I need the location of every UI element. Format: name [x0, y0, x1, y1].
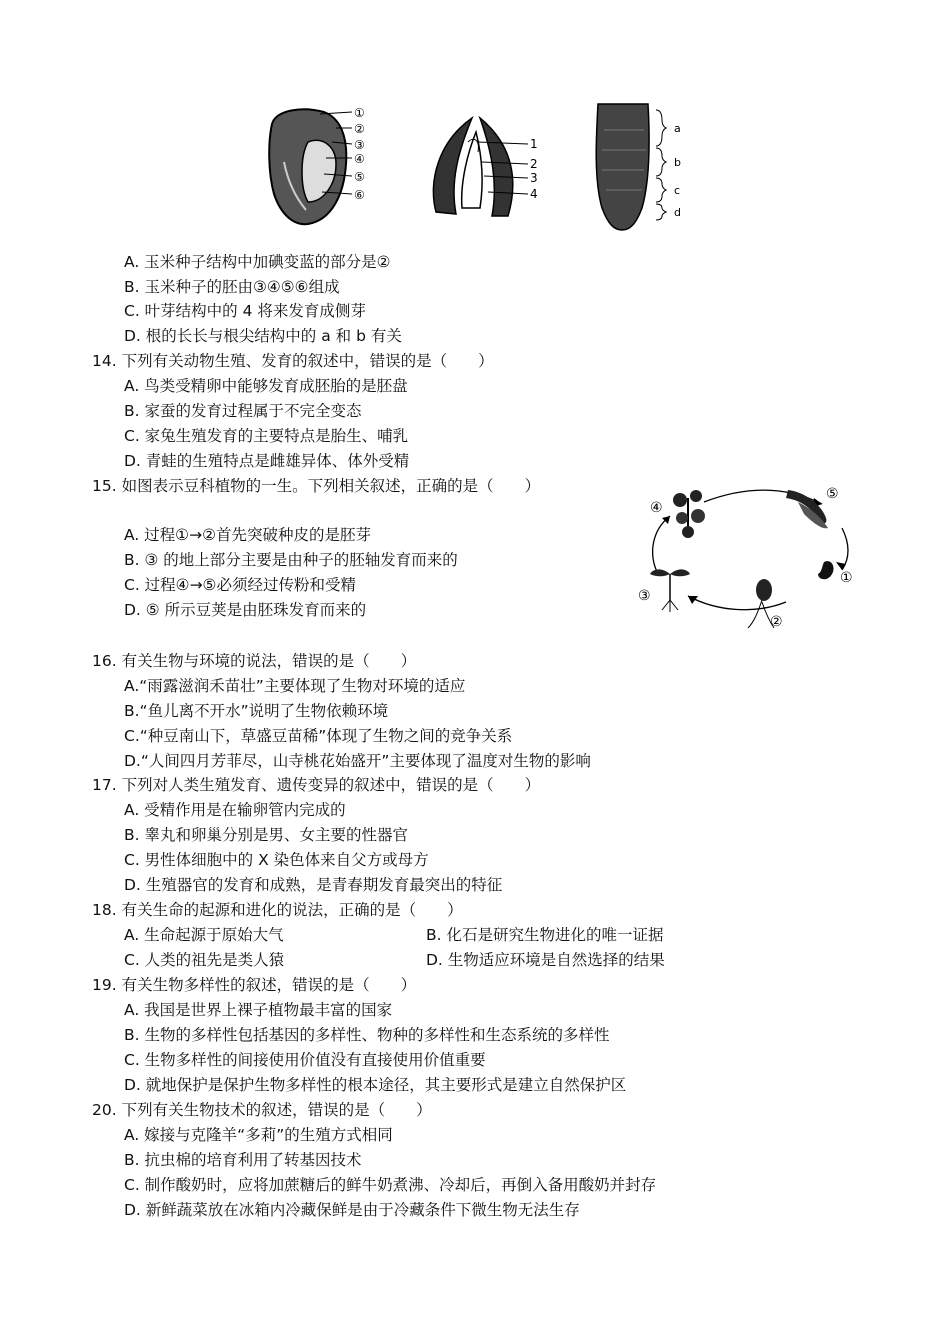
- q17-option-b: B. 睾丸和卵巢分别是男、女主要的性器官: [124, 826, 408, 844]
- root-tip-figure: [584, 100, 694, 234]
- cycle-label-3: ③: [638, 588, 651, 604]
- root-label-c: c: [674, 184, 681, 197]
- q16-option-d: D.“人间四月芳菲尽，山寺桃花始盛开”主要体现了温度对生物的影响: [124, 752, 591, 770]
- root-label-a: a: [674, 122, 681, 135]
- corn-label-6: ⑥: [354, 188, 365, 202]
- corn-label-5: ⑤: [354, 170, 365, 184]
- q15-option-a: A. 过程①→②首先突破种皮的是胚芽: [124, 526, 371, 544]
- cycle-label-2: ②: [770, 614, 783, 630]
- q17-stem: 17. 下列对人类生殖发育、遗传变异的叙述中，错误的是（ ）: [92, 776, 541, 794]
- bud-label-2: 2: [530, 157, 538, 171]
- q13-option-c: C. 叶芽结构中的 4 将来发育成侧芽: [124, 302, 366, 320]
- q20-option-d: D. 新鲜蔬菜放在冰箱内冷藏保鲜是由于冷藏条件下微生物无法生存: [124, 1201, 580, 1219]
- q14-option-c: C. 家兔生殖发育的主要特点是胎生、哺乳: [124, 427, 409, 445]
- q15-option-b: B. ③ 的地上部分主要是由种子的胚轴发育而来的: [124, 551, 458, 569]
- q19-option-a: A. 我国是世界上裸子植物最丰富的国家: [124, 1001, 393, 1019]
- q19-stem: 19. 有关生物多样性的叙述，错误的是（ ）: [92, 976, 417, 994]
- q20-option-b: B. 抗虫棉的培育利用了转基因技术: [124, 1151, 362, 1169]
- corn-label-4: ④: [354, 152, 365, 166]
- q20-option-c: C. 制作酸奶时，应将加蔗糖后的鲜牛奶煮沸、冷却后，再倒入备用酸奶并封存: [124, 1176, 657, 1194]
- q18-option-a: A. 生命起源于原始大气: [124, 926, 284, 944]
- q15-option-d: D. ⑤ 所示豆荚是由胚珠发育而来的: [124, 601, 367, 619]
- q14-option-d: D. 青蛙的生殖特点是雌雄异体、体外受精: [124, 452, 410, 470]
- q16-option-b: B.“鱼儿离不开水”说明了生物依赖环境: [124, 702, 389, 720]
- corn-label-1: ①: [354, 106, 365, 120]
- q15-stem: 15. 如图表示豆科植物的一生。下列相关叙述，正确的是（ ）: [92, 477, 541, 495]
- q17-option-a: A. 受精作用是在输卵管内完成的: [124, 801, 346, 819]
- q18-option-d: D. 生物适应环境是自然选择的结果: [426, 951, 665, 969]
- root-label-d: d: [674, 206, 681, 219]
- bud-label-3: 3: [530, 171, 538, 185]
- q13-option-d: D. 根的长长与根尖结构中的 a 和 b 有关: [124, 327, 402, 345]
- cycle-label-4: ④: [650, 500, 663, 516]
- corn-label-3: ③: [354, 138, 365, 152]
- cycle-label-1: ①: [840, 570, 853, 586]
- q16-stem: 16. 有关生物与环境的说法，错误的是（ ）: [92, 652, 417, 670]
- root-label-b: b: [674, 156, 681, 169]
- q18-option-c: C. 人类的祖先是类人猿: [124, 951, 285, 969]
- corn-seed-figure: [262, 102, 382, 230]
- q20-stem: 20. 下列有关生物技术的叙述，错误的是（ ）: [92, 1101, 432, 1119]
- q19-option-d: D. 就地保护是保护生物多样性的根本途径，其主要形式是建立自然保护区: [124, 1076, 627, 1094]
- bud-label-4: 4: [530, 187, 538, 201]
- q15-option-c: C. 过程④→⑤必须经过传粉和受精: [124, 576, 356, 594]
- q13-option-a: A. 玉米种子结构中加碘变蓝的部分是②: [124, 253, 391, 271]
- q14-option-b: B. 家蚕的发育过程属于不完全变态: [124, 402, 362, 420]
- q16-option-c: C.“种豆南山下，草盛豆苗稀”体现了生物之间的竞争关系: [124, 727, 513, 745]
- cycle-label-5: ⑤: [826, 486, 839, 502]
- q16-option-a: A.“雨露滋润禾苗壮”主要体现了生物对环境的适应: [124, 677, 466, 695]
- bud-label-1: 1: [530, 137, 538, 151]
- q18-option-b: B. 化石是研究生物进化的唯一证据: [426, 926, 664, 944]
- leaf-bud-figure: [428, 112, 548, 220]
- q14-option-a: A. 鸟类受精卵中能够发育成胚胎的是胚盘: [124, 377, 408, 395]
- life-cycle-figure: [636, 478, 864, 636]
- q19-option-b: B. 生物的多样性包括基因的多样性、物种的多样性和生态系统的多样性: [124, 1026, 610, 1044]
- q19-option-c: C. 生物多样性的间接使用价值没有直接使用价值重要: [124, 1051, 486, 1069]
- q13-option-b: B. 玉米种子的胚由③④⑤⑥组成: [124, 278, 340, 296]
- q20-option-a: A. 嫁接与克隆羊“多莉”的生殖方式相同: [124, 1126, 393, 1144]
- q17-option-c: C. 男性体细胞中的 X 染色体来自父方或母方: [124, 851, 429, 869]
- q14-stem: 14. 下列有关动物生殖、发育的叙述中，错误的是（ ）: [92, 352, 494, 370]
- q17-option-d: D. 生殖器官的发育和成熟，是青春期发育最突出的特征: [124, 876, 503, 894]
- corn-label-2: ②: [354, 122, 365, 136]
- q18-stem: 18. 有关生命的起源和进化的说法，正确的是（ ）: [92, 901, 463, 919]
